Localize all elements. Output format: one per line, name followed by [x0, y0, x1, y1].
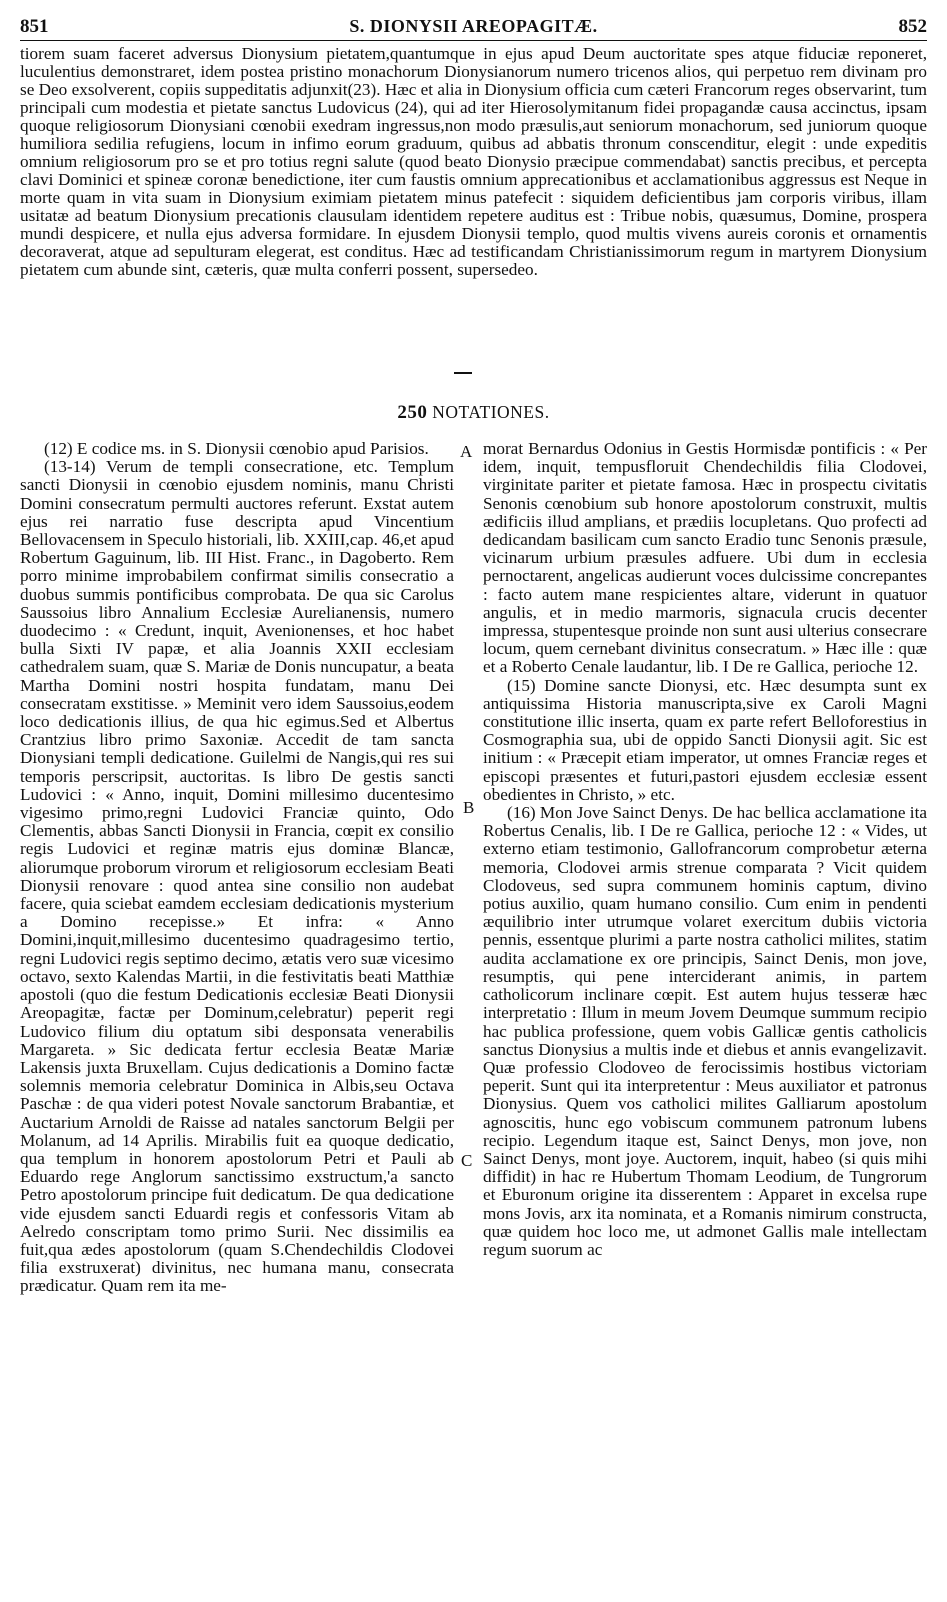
section-title: NOTATIONES. [432, 402, 550, 422]
note-continuation: morat Bernardus Odonius in Gestis Hormisdæ pontificis : « Per idem, inquit, tempusfloruit Chendechildis filia Clodovei, virginitate pariter et pietate famosa. Hæc in prospectu civitatis Senonis cœnobium sub honore apostolorum construxit, multis ædificiis illud amplians, et prædiis locupletans. Quo profecti ad dedicandam basilicam cum sancto Eradio tunc Senonis præsule, vicinarum urbium præsules adfuere. Ubi dum in ecclesia pernoctarent, angelicas audierunt voces dulcissime concrepantes : facto autem mane respicientes altare, viderunt in quatuor angulis, et in medio marmoris, signacula crucis decenter impressa, stupentesque proinde non sunt ausi ulterius consecrare locum, quem cernebant divinitus consecratum. » Hæc ille : quæ et a Roberto Cenale laudantur, lib. I De re Gallica, perioche 12. [483, 439, 927, 677]
note-12: (12) E codice ms. in S. Dionysii cœnobio apud Parisios. [44, 439, 429, 458]
section-number: 250 [397, 402, 428, 423]
main-paragraph: tiorem suam faceret adversus Dionysium pietatem,quantumque in ejus apud Deum auctoritate spes atque fiduciæ reponeret, luculentius demonstraret, idem postea pristino monachorum Dionysianorum numero tricenos alios, qui perpetuo rem divinam pro se Deo exsolverent, copiis suppeditatis adjunxit(23). Hæc et alia in Dionysium officia cum cæteri Francorum reges observarint, tum principali cum modestia et pietate sanctus Ludovicus (24), qui ad iter Hierosolymitanum fidei propagandæ causa accinctus, ipsam quoque religiosorum Dionysiani cœnobii exedram ingressus,non modo præsulis,aut seniorum monachorum, sed juniorum quoque humiliora sedilia refugiens, locum in infimo eorum graduum, quibus ad abbatis thronum conscenditur, elegit : unde expeditis omnium religiosorum pro se et pro totius regni salute (quod beato Dionysio præcipue commendabat) sanctis precibus, et percepta clavi Dominici et spineæ coronæ benedictione, iter cum faustis omnium apprecationibus et acclamationibus aggressus est Neque in morte quam in vita suam in Dionysium eximiam pietatem minus patefecit : siquidem deficientibus jam corporis viribus, illam usitatæ ad beatum Dionysium precationis clausulam identidem repetere auditus est : Tribue nobis, quæsumus, Domine, prospera mundi despicere, et nulla ejus adversa formidare. In ejusdem Dionysii templo, quod multis vivens aureis coronis et ornamentis decoraverat, atque ad sepulturam elegerat, est conditus. Hæc ad testificandam Christianissimorum regum in martyrem Dionysium pietatem cum abunde sint, cæteris, quæ multa conferri possent, supersedeo. [20, 44, 927, 279]
notes-left-column [20, 440, 454, 1296]
note-13-14: (13-14) Verum de templi consecratione, etc. Templum sancti Dionysii in cœnobio ejusdem nominis, manu Christi Domini consecratum permulti auctores referunt. Exstat autem ejus rei narratio fuse descripta apud Vincentium Bellovacensem in Speculo historiali, lib. XXIII,cap. 46,et apud Robertum Gaguinum, lib. III Hist. Franc., in Dagoberto. Rem porro minime improbabilem confirmat similis consecratio a duobus summis pontificibus comprobata. De qua sic Carolus Saussoius libro Annalium Ecclesiæ Aurelianensis, numero duodecimo : « Credunt, inquit, Avenionenses, et hoc habet bulla Sixti IV papæ, et alia Joannis XXII ecclesiam cathedralem suam, quæ S. Mariæ de Donis nuncupatur, a beata Martha Domini nostri hospita fundatam, manu Dei consecratam exstitisse. » Meminit vero idem Saussoius,eodem loco dedicationis illius, de qua hic egimus.Sed et Albertus Crantzius libro primo Saxoniæ. Accedit de tam sancta Dionysiani templi dedicatione. Guilelmi de Nangis,qui res sui temporis perscripsit, auctoritas. Is libro De gestis sancti Ludovici : « Anno, inquit, Domini millesimo ducentesimo vigesimo primo,regni Ludovici Franciæ quinto, Odo Clementis, abbas Sancti Dionysii in Francia, cœpit ex consilio regis Ludovici et reginæ matris ejus dominæ Blancæ, aliorumque proborum virorum et religiosorum ecclesiam Beati Dionysii renovare : quod antea sine consilio non audebat facere, quia sciebat eamdem ecclesiam dedicationis mysterium a Domino recepisse.» Et infra: « Anno Domini,inquit,millesimo ducentesimo quadragesimo tertio, regni Ludovici regis septimo decimo, ætatis vero suæ vicesimo octavo, sexto Kalendas Martii, in die festivitatis beati Matthiæ apostoli (quo die festum Dedicationis ecclesiæ Beati Dionysii Areopagitæ, factæ per Dominum,celebratur) peperit regi Ludovico filium diu optatum sibi desponsata venerabilis Margareta. » Sic dedicata fertur ecclesia Beatæ Mariæ Lakensis juxta Bruxellam. Cujus dedicationis a Domino factæ solemnis memoria celebratur Dominica in Albis,seu Octava Paschæ : de qua videri potest Novale sanctorum Brabantiæ, et Auctarium Arnoldi de Raisse ad natales sanctorum Belgii per Molanum, ad 14 Aprilis. Mirabilis fuit ea quoque dedicatio, qua templum in honorem apostolorum Petri et Pauli ab Eduardo rege Anglorum sanctissimo exstructum,'a sancto Petro apostolorum principe fuit dedicatum. De qua dedicatione vide ejusdem sancti Eduardi regis et confessoris Vitam ab Aelredo conscriptam tomo primo Surii. Nec dissimilis ea fuit,qua ædes apostolorum (quam S.Chendechildis Clodovei filia exstruxerat) divinitus, nec humana manu, consecrata prædicatur. Quam rem ita me- [20, 457, 454, 1296]
page-number-left: 851 [20, 16, 49, 37]
section-heading [0, 402, 947, 424]
note-15: (15) Domine sancte Dionysi, etc. Hæc desumpta sunt ex antiquissima Historia manuscripta,sive ex Caroli Magni constitutione illic inserta, quam ex parte refert Belloforestius in Cosmographia sua, ubi de oppido Sancti Dionysii agit. Sic est initium : « Præcepit etiam imperator, ut omnes Franciæ reges et episcopi præsentes et futuri,pastori ejusdem ecclesiæ essent obedientes in Christo, » etc. [483, 675, 927, 804]
running-title: S. DIONYSII AREOPAGITÆ. [349, 16, 598, 36]
running-header [20, 14, 927, 41]
note-16: (16) Mon Jove Sainct Denys. De hac bellica acclamatione ita Robertus Cenalis, lib. I De re Gallica, perioche 12 : « Vides, ut externo etiam testimonio, Gallofrancorum comprobetur æterna memoria, Clodovei armis strenue comparata ? Vicit quidem Clodoveus, sed supra communem hominis captum, divino potius auxilio, quam humano consilio. Cum enim in pendenti æquilibrio inter utrumque volaret exercitum dubiis victoria pennis, essentque plurimi a parte nostra catholici milites, statim audita acclamatione ex ore principis, Sainct Denis, mon jove, resumptis, qui pene interciderant animis, in partem catholicorum inclinare cœpit. Est autem hujus tesseræ hæc interpretatio : Illum in meum Jovem Deumque summum recipio hac publica professione, quem vobis Gallicæ gentis catholicis sanctus Dionysius a multis inde et diebus et annis evangelizavit. Quæ professio Clodoveo de ferocissimis hostibus victoriam peperit. Sunt qui ita interpretentur : Meus auxiliator et patronus Dionysius. Quem vos catholici milites Galliarum apostolum agnoscitis, hunc ego vobiscum communem patronum lubens recipio. Legendum itaque est, Sainct Denys, mon jove, non Sainct Denys, mont joye. Auctorem, inquit, habeo (si quis mihi diffidit) in hac re Hubertum Thomam Leodium, de Tungrorum et Eburonum origine ita disserentem : Apparet in excelsa rupe mons Jovis, arx ita nominata, et a Romanis nimirum constructa, quæ quidem hoc loco me, ut admonet Gallis male intellectam regum suorum ac [483, 803, 927, 1259]
page-number-right: 852 [898, 16, 927, 37]
margin-marker-b: B [463, 798, 475, 817]
notes-right-column [483, 440, 927, 1259]
margin-marker-a: A [460, 442, 473, 461]
margin-marker-c: C [461, 1151, 473, 1170]
main-text [20, 45, 927, 279]
separator-dash [454, 372, 472, 374]
